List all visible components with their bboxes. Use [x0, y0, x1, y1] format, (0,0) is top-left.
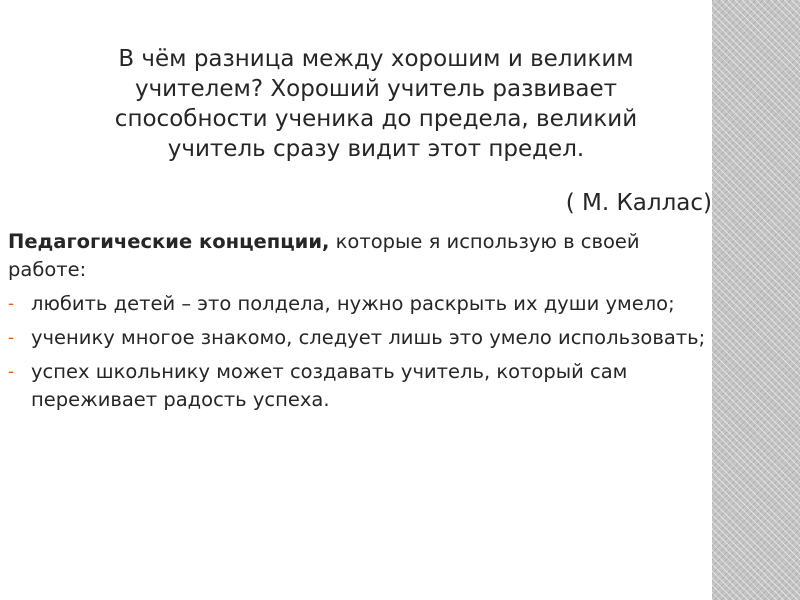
list-item-text: ученику многое знакомо, следует лишь это умело использовать;: [31, 326, 706, 349]
quote-line: учитель сразу видит этот предел.: [167, 136, 585, 162]
concepts-section: [8, 228, 708, 420]
dash-bullet-icon: -: [8, 362, 15, 382]
quote-line: способности ученика до предела, великий: [114, 106, 638, 132]
quote-line: В чём разница между хорошим и великим: [118, 46, 634, 72]
list-item-text: успех школьнику может создавать учитель, который сам переживает радость успеха.: [31, 360, 628, 411]
list-item: [8, 324, 708, 352]
list-item-text: любить детей – это полдела, нужно раскрыть их души умело;: [31, 292, 675, 315]
concepts-heading: Педагогические концепции,: [8, 230, 330, 253]
concepts-intro-text: которые я использую в своей работе:: [8, 230, 640, 281]
quote-line: учителем? Хороший учитель развивает: [134, 76, 618, 102]
decorative-side-pattern: [712, 0, 800, 600]
quote-block: [40, 44, 712, 164]
dash-bullet-icon: -: [8, 328, 15, 348]
list-item: [8, 358, 708, 414]
concepts-list: [8, 290, 708, 414]
concepts-intro: [8, 228, 708, 284]
list-item: [8, 290, 708, 318]
dash-bullet-icon: -: [8, 294, 15, 314]
quote-author: ( М. Каллас): [565, 190, 712, 216]
